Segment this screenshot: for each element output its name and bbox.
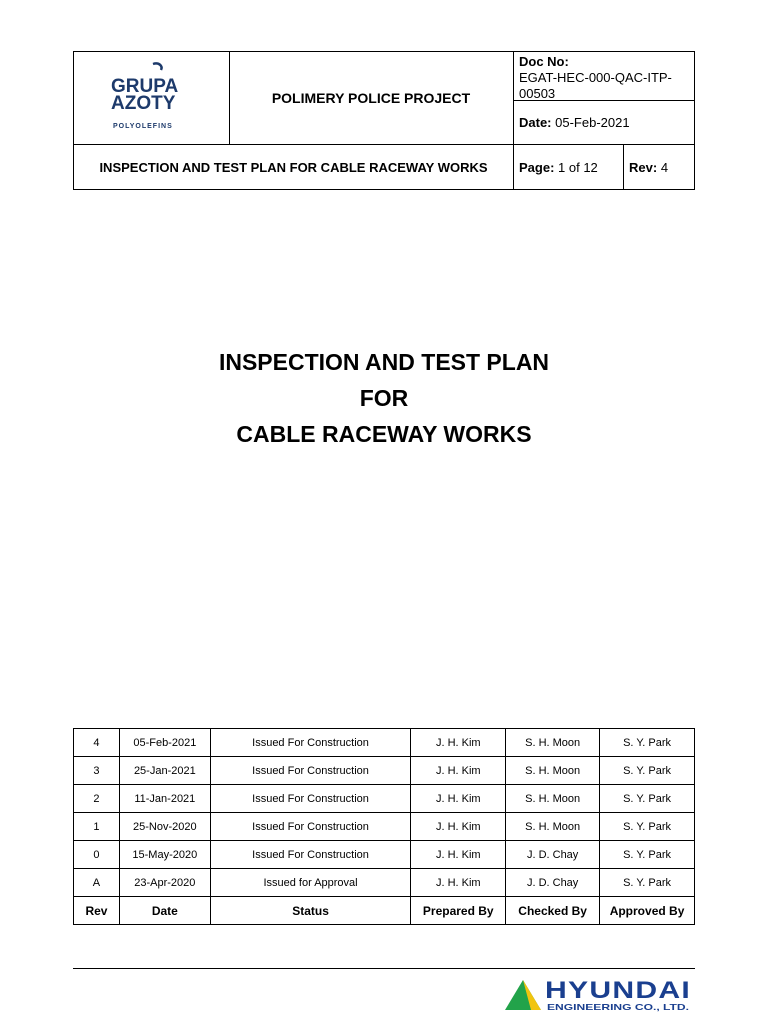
- approved-cell: S. Y. Park: [600, 785, 695, 813]
- main-title-line3: CABLE RACEWAY WORKS: [236, 421, 532, 447]
- prepared-cell: J. H. Kim: [411, 785, 506, 813]
- checked-cell: J. D. Chay: [506, 869, 600, 897]
- table-row: [74, 869, 695, 897]
- date-cell: 25-Jan-2021: [119, 757, 210, 785]
- date-cell: 23-Apr-2020: [119, 869, 210, 897]
- rev-cell: 0: [74, 841, 120, 869]
- prepared-cell: J. H. Kim: [411, 729, 506, 757]
- page-value: 1 of 12: [558, 159, 598, 175]
- approved-cell: S. Y. Park: [600, 841, 695, 869]
- rev-value: 4: [660, 159, 669, 175]
- approved-cell: S. Y. Park: [600, 757, 695, 785]
- hyundai-subbrand: ENGINEERING CO., LTD.: [547, 1002, 689, 1012]
- approved-cell: S. Y. Park: [600, 813, 695, 841]
- status-cell: Issued For Construction: [210, 785, 411, 813]
- table-row: [74, 785, 695, 813]
- status-cell: Issued For Construction: [210, 813, 411, 841]
- rev-cell: A: [74, 869, 120, 897]
- footer-divider: [73, 968, 695, 969]
- table-row: [74, 841, 695, 869]
- table-row: [74, 757, 695, 785]
- rev-label: Rev:: [629, 159, 658, 175]
- prepared-cell: J. H. Kim: [411, 869, 506, 897]
- prepared-cell: J. H. Kim: [411, 841, 506, 869]
- date-label: Date:: [519, 114, 552, 130]
- date-cell: [513, 100, 695, 144]
- status-cell: Issued For Construction: [210, 757, 411, 785]
- document-header: [73, 51, 695, 190]
- checked-cell: S. H. Moon: [506, 813, 600, 841]
- rev-cell: 1: [74, 813, 120, 841]
- checked-cell: S. H. Moon: [506, 785, 600, 813]
- table-header-row: [74, 897, 695, 925]
- project-name: POLIMERY POLICE PROJECT: [271, 90, 471, 106]
- prepared-cell: J. H. Kim: [411, 757, 506, 785]
- rev-cell: 2: [74, 785, 120, 813]
- table-row: [74, 729, 695, 757]
- grupa-azoty-logo-icon: [111, 58, 191, 138]
- header-checked-by: Checked By: [506, 897, 600, 925]
- approved-cell: S. Y. Park: [600, 869, 695, 897]
- document-title: INSPECTION AND TEST PLAN FOR CABLE RACEWAY WORKS: [99, 159, 488, 175]
- page-label: Page:: [519, 159, 555, 175]
- hyundai-engineering-logo: [505, 976, 693, 1012]
- header-status: Status: [210, 897, 411, 925]
- checked-cell: S. H. Moon: [506, 729, 600, 757]
- table-row: [74, 813, 695, 841]
- doc-no-value-2: 00503: [519, 86, 556, 101]
- approved-cell: S. Y. Park: [600, 729, 695, 757]
- date-cell: 11-Jan-2021: [119, 785, 210, 813]
- logo-line1: GRUPA: [111, 76, 179, 97]
- header-approved-by: Approved By: [600, 897, 695, 925]
- doc-no-label: Doc No:: [519, 54, 569, 69]
- status-cell: Issued For Construction: [210, 729, 411, 757]
- header-date: Date: [119, 897, 210, 925]
- date-cell: 25-Nov-2020: [119, 813, 210, 841]
- rev-cell: 4: [74, 729, 120, 757]
- logo-line3: POLYOLEFINS: [113, 123, 173, 130]
- rev-cell: 3: [74, 757, 120, 785]
- main-title-line2: FOR: [359, 385, 409, 411]
- revision-table: [73, 728, 695, 925]
- date-cell: 15-May-2020: [119, 841, 210, 869]
- date-value: 05-Feb-2021: [555, 114, 630, 130]
- date-cell: 05-Feb-2021: [119, 729, 210, 757]
- main-title-line1: INSPECTION AND TEST PLAN: [218, 349, 550, 375]
- page-cell: [513, 144, 623, 190]
- header-rev: Rev: [74, 897, 120, 925]
- logo-line2: AZOTY: [111, 93, 176, 114]
- status-cell: Issued For Construction: [210, 841, 411, 869]
- prepared-cell: J. H. Kim: [411, 813, 506, 841]
- grupa-azoty-logo: [74, 52, 229, 144]
- rev-cell: [623, 144, 695, 190]
- status-cell: Issued for Approval: [210, 869, 411, 897]
- checked-cell: J. D. Chay: [506, 841, 600, 869]
- doc-number-cell: [513, 52, 695, 100]
- hyundai-brand: HYUNDAI: [545, 977, 691, 1004]
- header-prepared-by: Prepared By: [411, 897, 506, 925]
- doc-no-value-1: EGAT-HEC-000-QAC-ITP-: [519, 70, 672, 85]
- checked-cell: S. H. Moon: [506, 757, 600, 785]
